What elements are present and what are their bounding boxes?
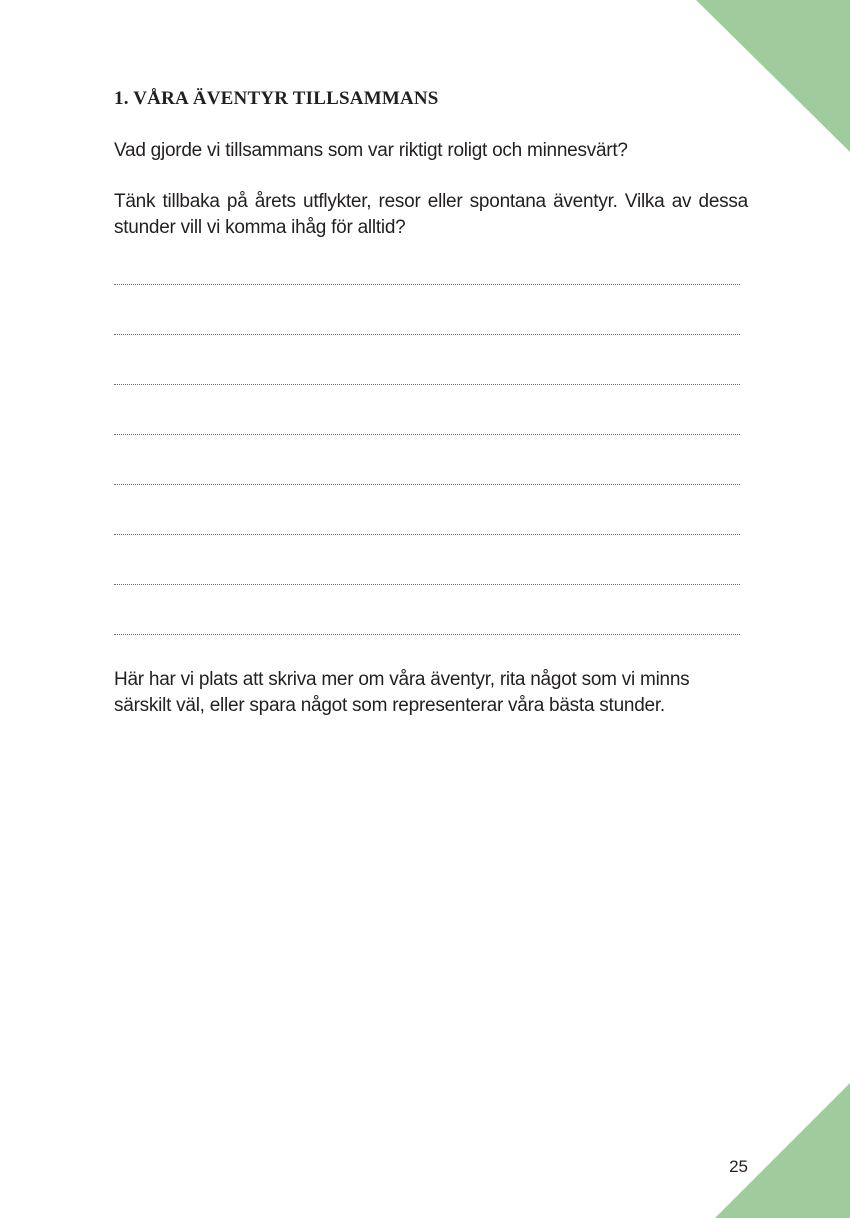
question-text: Vad gjorde vi tillsammans som var riktigt roligt och minnesvärt? xyxy=(114,140,628,161)
section-title: 1. VÅRA ÄVENTYR TILLSAMMANS xyxy=(114,88,439,109)
corner-triangle-decoration-bottom xyxy=(715,1083,850,1218)
writing-line xyxy=(114,570,740,620)
writing-lines xyxy=(114,270,740,670)
prompt-text: Tänk tillbaka på årets utflykter, resor eller spontana äventyr. Vilka av dessa stunder vill vi komma ihåg för alltid? xyxy=(114,191,748,238)
writing-line xyxy=(114,470,740,520)
free-space-note: Här har vi plats att skriva mer om våra äventyr, rita något som vi minns särskilt väl, eller spara något som representerar våra bästa stunder. xyxy=(114,669,690,716)
writing-line xyxy=(114,270,740,320)
writing-line xyxy=(114,420,740,470)
corner-triangle-bottom-shape xyxy=(715,1083,850,1218)
corner-triangle-top-shape xyxy=(696,0,850,152)
writing-line xyxy=(114,370,740,420)
page-number: 25 xyxy=(729,1157,748,1176)
writing-line xyxy=(114,620,740,670)
writing-line xyxy=(114,320,740,370)
corner-triangle-decoration-top xyxy=(696,0,850,152)
writing-line xyxy=(114,520,740,570)
